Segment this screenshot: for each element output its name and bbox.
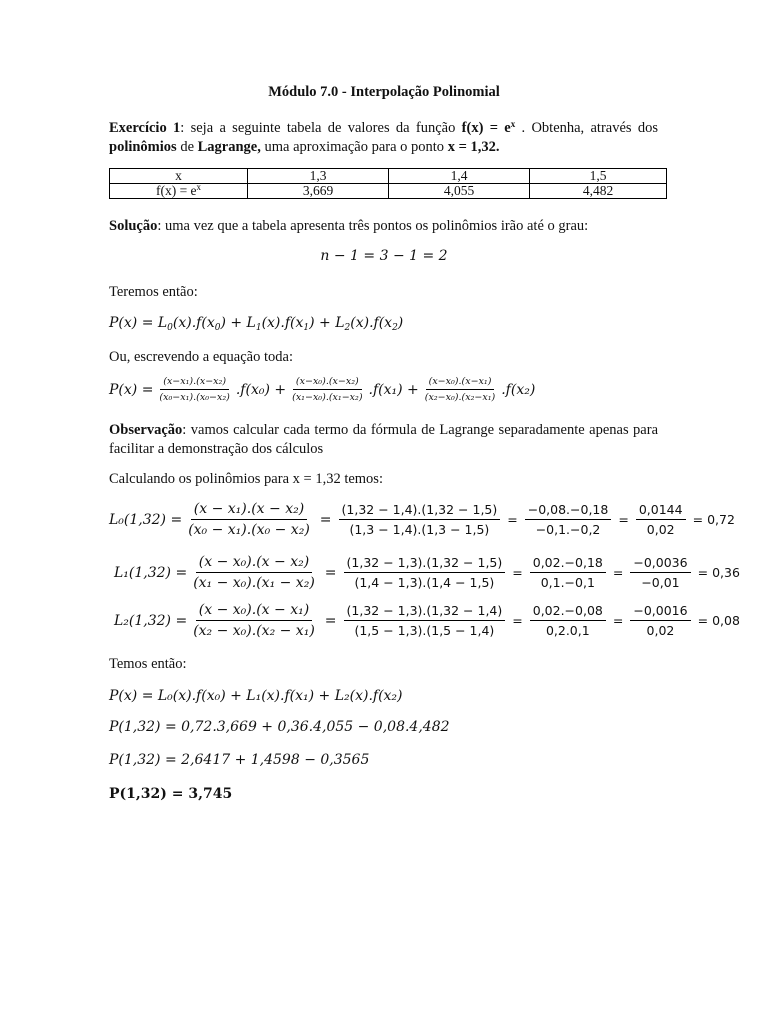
table-cell: x bbox=[110, 169, 248, 184]
fraction: $\frac{0,02.-0,08}{0,2.0,1}$ bbox=[530, 603, 606, 638]
p-substitution: P(1,32) = 0,72.3,669 + 0,36.4,055 − 0,08.4,482 bbox=[109, 719, 450, 735]
observation-text: : vamos calcular cada termo da fórmula de Lagrange separadamente apenas para facilitar a demonstração dos cálculos bbox=[109, 422, 658, 457]
general-equation: $P(x) = L_0(x).f(x_0) + L_1(x).f(x_1) + L_2(x).f(x_2)$ bbox=[109, 315, 404, 333]
table-cell: 1,4 bbox=[389, 169, 530, 184]
solution-paragraph bbox=[109, 217, 658, 236]
p-final-result: P(1,32) = 3,745 bbox=[109, 786, 233, 802]
exercise-point: x = 1,32. bbox=[447, 139, 500, 155]
l1-equation: L₁(1,32) = $\frac{\text{(x − x₀).(x − x₂)}}{\text{(x₁ − x₀).(x₁ − x₂)}}$ = $\frac{(1,32 - 1,3).(1,32 - 1,5)}{(1,4 - 1,3).(1,4 - 1,5)}$ = $\frac{0,02.-0,18}{0,1.-0,1}$ = $\frac{-0,0036}{-0,01}$ = 0,36 bbox=[114, 554, 740, 591]
exercise-bold-lagrange: Lagrange, bbox=[197, 139, 261, 155]
exercise-text-4: uma aproximação para o ponto bbox=[260, 139, 448, 155]
fraction: $\frac{-0,08.-0,18}{-0,1.-0,2}$ bbox=[525, 502, 612, 537]
exercise-text-1: : seja a seguinte tabela de valores da função bbox=[180, 120, 462, 136]
fraction: $\frac{-0,0036}{-0,01}$ bbox=[630, 555, 690, 590]
general-equation-repeat: P(x) = L₀(x).f(x₀) + L₁(x).f(x₁) + L₂(x).f(x₂) bbox=[109, 688, 403, 704]
table-cell: 1,3 bbox=[248, 169, 389, 184]
table-row bbox=[110, 169, 667, 184]
fraction: $\frac{\text{(x−x₀).(x−x₂)}}{\text{(x₁−x₀).(x₁−x₂)}}$ bbox=[292, 376, 363, 403]
l1-result: 0,36 bbox=[712, 565, 740, 580]
degree-equation: n − 1 = 3 − 1 = 2 bbox=[320, 248, 448, 264]
exercise-bold-polinomios: polinômios bbox=[109, 139, 177, 155]
fraction: $\frac{(1,32 - 1,4).(1,32 - 1,5)}{(1,3 - 1,4).(1,3 - 1,5)}$ bbox=[339, 502, 501, 537]
observation-paragraph bbox=[109, 421, 658, 459]
full-equation: P(x) = $\frac{\text{(x−x₁).(x−x₂)}}{\text{(x₀−x₁).(x₀−x₂)}}$ .f(x₀) + $\frac{\text{(x−x₀).(x−x₂)}}{\text{(x₁−x₀).(x₁−x₂)}}$ .f(x₁) + $\frac{\text{(x−x₀).(x−x₁)}}{\text{(x₂−x₀).(x₂−x₁)}}$ .f(x₂) bbox=[109, 376, 536, 403]
fraction: $\frac{\text{(x−x₀).(x−x₁)}}{\text{(x₂−x₀).(x₂−x₁)}}$ bbox=[424, 376, 496, 403]
table-cell: $f(x) = e^x$ bbox=[110, 184, 248, 199]
page-title: Módulo 7.0 - Interpolação Polinomial bbox=[268, 84, 500, 100]
fraction: $\frac{0,02.-0,18}{0,1.-0,1}$ bbox=[530, 555, 606, 590]
table-cell: 1,5 bbox=[530, 169, 667, 184]
values-table bbox=[109, 168, 667, 199]
table-cell: 3,669 bbox=[248, 184, 389, 199]
fraction: $\frac{\text{(x − x₀).(x − x₂)}}{\text{(x₁ − x₀).(x₁ − x₂)}}$ bbox=[193, 554, 315, 591]
temos-text: Temos então: bbox=[109, 656, 187, 672]
solution-label: Solução bbox=[109, 218, 158, 234]
fraction: $\frac{0,0144}{0,02}$ bbox=[636, 502, 686, 537]
p-products: P(1,32) = 2,6417 + 1,4598 − 0,3565 bbox=[109, 752, 370, 768]
fraction: $\frac{\text{(x − x₁).(x − x₂)}}{\text{(x₀ − x₁).(x₀ − x₂)}}$ bbox=[188, 501, 310, 538]
teremos-text: Teremos então: bbox=[109, 284, 198, 300]
exercise-text-2: . Obtenha, através dos bbox=[515, 120, 658, 136]
observation-label: Observação bbox=[109, 422, 183, 438]
fraction: $\frac{(1,32 - 1,3).(1,32 - 1,5)}{(1,4 - 1,3).(1,4 - 1,5)}$ bbox=[344, 555, 506, 590]
exercise-text-3: de bbox=[176, 139, 198, 155]
exercise-label: Exercício 1 bbox=[109, 120, 181, 136]
calculating-text: Calculando os polinômios para x = 1,32 temos: bbox=[109, 471, 383, 487]
table-cell: 4,482 bbox=[530, 184, 667, 199]
exercise-statement bbox=[109, 119, 658, 157]
fraction: $\frac{\text{(x−x₁).(x−x₂)}}{\text{(x₀−x₁).(x₀−x₂)}}$ bbox=[159, 376, 230, 403]
l2-equation: L₂(1,32) = $\frac{\text{(x − x₀).(x − x₁)}}{\text{(x₂ − x₀).(x₂ − x₁)}}$ = $\frac{(1,32 - 1,3).(1,32 - 1,4)}{(1,5 - 1,3).(1,5 - 1,4)}$ = $\frac{0,02.-0,08}{0,2.0,1}$ = $\frac{-0,0016}{0,02}$ = 0,08 bbox=[114, 602, 740, 639]
l0-equation: L₀(1,32) = $\frac{\text{(x − x₁).(x − x₂)}}{\text{(x₀ − x₁).(x₀ − x₂)}}$ = $\frac{(1,32 - 1,4).(1,32 - 1,5)}{(1,3 - 1,4).(1,3 - 1,5)}$ = $\frac{-0,08.-0,18}{-0,1.-0,2}$ = $\frac{0,0144}{0,02}$ = 0,72 bbox=[109, 501, 735, 538]
function-definition: $f(x) = e^x$ bbox=[461, 119, 516, 136]
table-cell: 4,055 bbox=[389, 184, 530, 199]
fraction: $\frac{(1,32 - 1,3).(1,32 - 1,4)}{(1,5 - 1,3).(1,5 - 1,4)}$ bbox=[344, 603, 506, 638]
l2-result: 0,08 bbox=[712, 613, 740, 628]
fraction: $\frac{\text{(x − x₀).(x − x₁)}}{\text{(x₂ − x₀).(x₂ − x₁)}}$ bbox=[193, 602, 315, 639]
fraction: $\frac{-0,0016}{0,02}$ bbox=[630, 603, 690, 638]
l0-result: 0,72 bbox=[707, 512, 735, 527]
solution-text: : uma vez que a tabela apresenta três pontos os polinômios irão até o grau: bbox=[157, 218, 589, 234]
table-row bbox=[110, 184, 667, 199]
ou-text: Ou, escrevendo a equação toda: bbox=[109, 349, 293, 365]
